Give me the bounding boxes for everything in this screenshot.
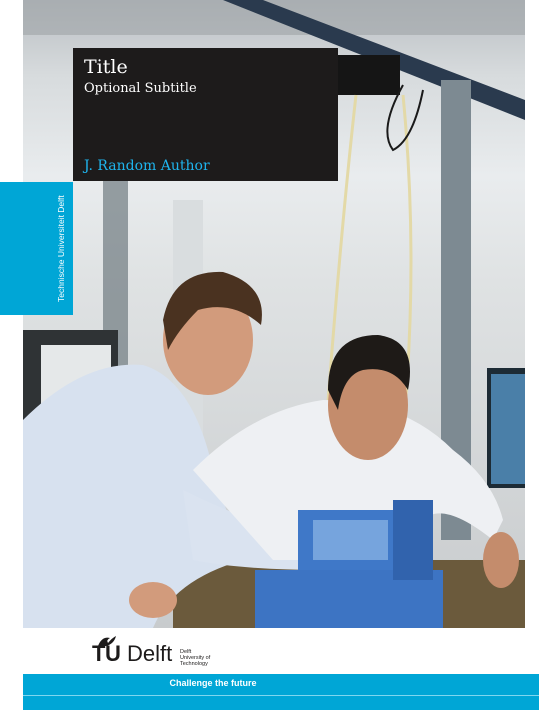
logo-small-line: Delft [180, 649, 192, 655]
document-subtitle: Optional Subtitle [84, 81, 197, 96]
title-block [73, 48, 338, 181]
logo-tu-text: TU [92, 641, 121, 666]
footer-slogan: Challenge the future [169, 678, 257, 688]
logo-small-line: Technology [180, 661, 208, 667]
footer-bar [23, 674, 539, 695]
logo-small-text [180, 649, 220, 667]
document-title: Title [84, 56, 128, 78]
footer-bar-lower [23, 695, 539, 710]
side-label-tab [0, 182, 73, 315]
logo-small-line: University of [180, 655, 211, 661]
side-label-text: Technische Universiteit Delft [56, 195, 66, 302]
logo-delft-text: Delft [127, 641, 173, 666]
document-author: J. Random Author [84, 158, 210, 174]
